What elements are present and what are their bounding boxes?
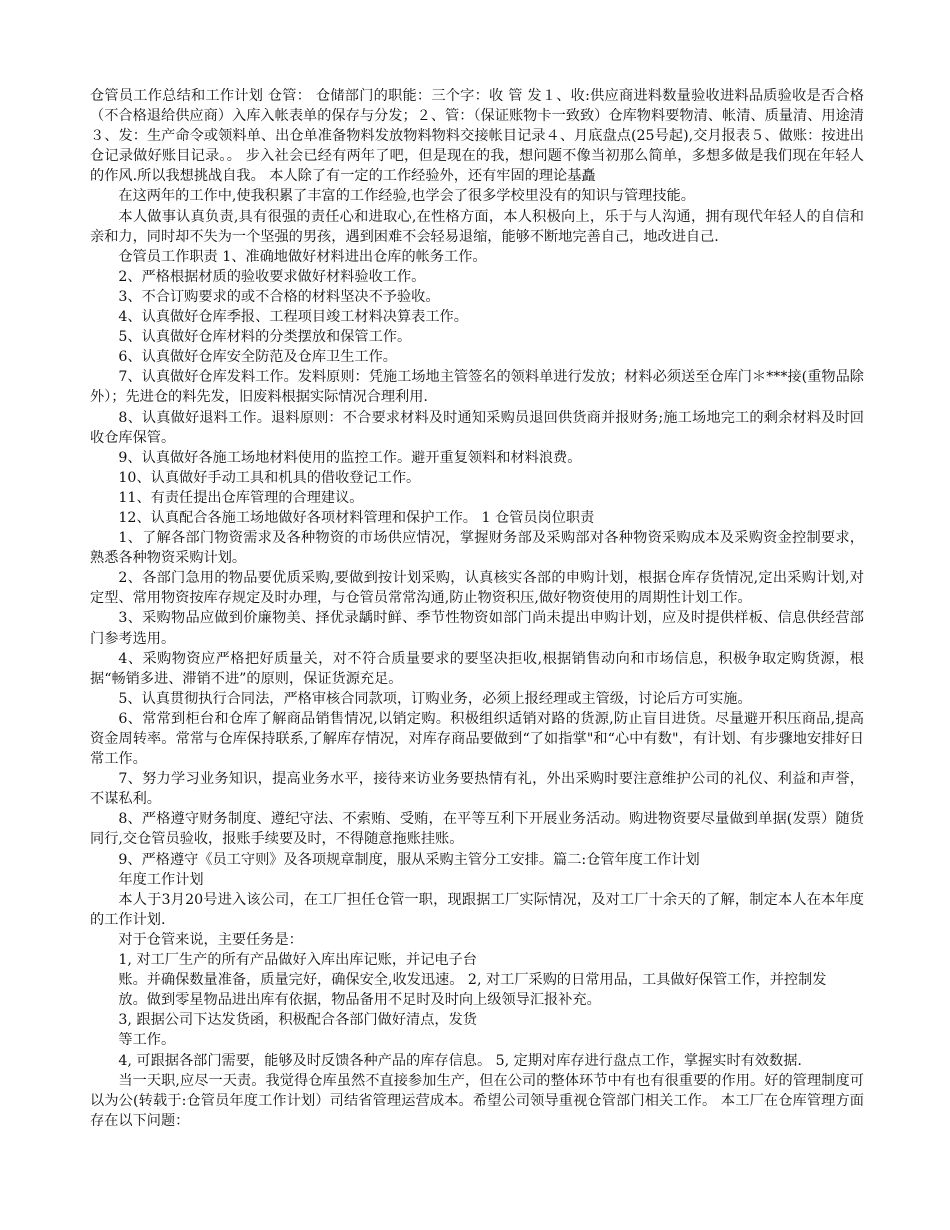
paragraph: 6、常常到柜台和仓库了解商品销售情况,以销定购。积极组织适销对路的货源,防止盲目进货。尽量避开积压商品,提高资金周转率。常常与仓库保持联系,了解库存情况，对库存商品要做到“了如指掌"和“心中有数"，有计划、有步骤地安排好日常工作。 — [90, 710, 864, 768]
paragraph: 11、有责任提出仓库管理的合理建议。 — [118, 489, 364, 506]
paragraph: 2、严格根据材质的验收要求做好材料验收工作。 — [118, 268, 426, 285]
paragraph: 2、各部门急用的物品要优质采购,要做到按计划采购，认真核实各部的申购计划，根据仓库存货情况,定出采购计划,对定型、常用物资按库存规定及时办理，与仓管员常常沟通,防止物资积压,做好物资使用的周期性计划工作。 — [90, 570, 864, 607]
paragraph: 在这两年的工作中,使我积累了丰富的工作经验,也学会了很多学校里没有的知识与管理技能。 — [118, 188, 695, 205]
paragraph: 本人做事认真负责,具有很强的责任心和进取心,在性格方面，本人积极向上，乐于与人沟通，拥有现代年轻人的自信和亲和力，同时却不失为一个坚强的男孩，遇到困难不会轻易退缩，能够不断地完善自己，地改进自己. — [90, 208, 864, 245]
paragraph: 7、努力学习业务知识，提高业务水平，接待来访业务要热情有礼，外出采购时要注意维护公司的礼仪、利益和声誉，不谋私利。 — [90, 771, 864, 808]
paragraph: 等工作。 — [118, 1032, 176, 1049]
paragraph: 仓管员工作总结和工作计划 仓管： 仓储部门的职能：三个字：收 管 发１、收:供应商进料数量验收进料品质验收是否合格（不合格退给供应商）入库入帐表单的保存与分发；２、管：（保证账物卡一致致）仓库物料要物清、帐清、质量清、用途清３、发：生产命令或领料单、出仓单准备物料发放物料物料交接帐目记录４、月底盘点(25号起),交月报表５、做账：按进出仓记录做好账目记录。。 步入社会已经有两年了吧，但是现在的我，想问题不像当初那么简单，多想多做是我们现在年轻人的作风.所以我想挑战自我。 本人除了有一定的工作经验外，还有牢固的理论基矗 — [90, 88, 864, 185]
paragraph: 6、认真做好仓库安全防范及仓库卫生工作。 — [118, 349, 397, 366]
paragraph: 4、认真做好仓库季报、工程项目竣工材料决算表工作。 — [118, 309, 468, 326]
paragraph: 5、认真做好仓库材料的分类摆放和保管工作。 — [118, 329, 412, 346]
paragraph: 4, 可跟据各部门需要，能够及时反馈各种产品的库存信息。 5, 定期对库存进行盘点工作，掌握实时有效数据. — [118, 1052, 802, 1069]
paragraph: 10、认真做好手动工具和机具的借收登记工作。 — [118, 469, 421, 486]
paragraph: 4、采购物资应严格把好质量关，对不符合质量要求的要坚决拒收,根据销售动向和市场信息，积极争取定购货源，根据“畅销多进、滞销不进”的原则，保证货源充足。 — [90, 650, 864, 687]
paragraph: 当一天职,应尽一天责。我觉得仓库虽然不直接参加生产，但在公司的整体环节中有也有很重要的作用。好的管理制度可以为公(转载于:仓管员年度工作计划）司结省管理运营成本。希望公司领导重视仓管部门相关工作。 本工厂在仓库管理方面存在以下问题： — [90, 1072, 864, 1129]
paragraph: 对于仓管来说，主要任务是： — [118, 931, 303, 948]
paragraph: 仓管员工作职责 1、准确地做好材料进出仓库的帐务工作。 — [118, 248, 487, 265]
paragraph: 3、不合订购要求的或不合格的材料坚决不予验收。 — [118, 288, 440, 305]
paragraph: 1、了解各部门物资需求及各种物资的市场供应情况，掌握财务部及采购部对各种物资采购成本及采购资金控制要求，熟悉各种物资采购计划。 — [90, 530, 864, 567]
document-body — [90, 86, 864, 1131]
paragraph: 本人于3月20号进入该公司，在工厂担任仓管一职，现跟据工厂实际情况，及对工厂十余天的了解，制定本人在本年度的工作计划. — [90, 891, 864, 928]
paragraph: 年度工作计划 — [118, 871, 204, 888]
paragraph: 5、认真贯彻执行合同法，严格审核合同款项，订购业务，必须上报经理或主管级，讨论后方可实施。 — [118, 690, 752, 707]
paragraph: 1, 对工厂生产的所有产品做好入库出库记账，并记电子台 — [118, 952, 477, 969]
paragraph: 8、认真做好退料工作。退料原则：不合要求材料及时通知采购员退回供货商并报财务;施工场地完工的剩余材料及时回收仓库保管。 — [90, 409, 864, 446]
paragraph: 3、采购物品应做到价廉物美、择优录龋时鲜、季节性物资如部门尚未提出申购计划，应及时提供样板、信息供经营部门参考选用。 — [90, 610, 864, 647]
paragraph: 9、严格遵守《员工守则》及各项规章制度，服从采购主管分工安排。篇二:仓管年度工作计划 — [118, 851, 700, 868]
paragraph: 7、认真做好仓库发料工作。发料原则：凭施工场地主管签名的领料单进行发放；材料必须送至仓库门＊***接(重物品除外）；先进仓的料先发，旧废料根据实际情况合理利用. — [90, 369, 864, 406]
paragraph: 9、认真做好各施工场地材料使用的监控工作。避开重复领料和材料浪费。 — [118, 449, 582, 466]
paragraph: 放。做到零星物品进出库有依据，物品备用不足时及时向上级领导汇报补充。 — [118, 992, 601, 1009]
paragraph: 12、认真配合各施工场地做好各项材料管理和保护工作。 1 仓管员岗位职责 — [118, 509, 595, 526]
paragraph: 8、严格遵守财务制度、遵纪守法、不索贿、受贿，在平等互利下开展业务活动。购进物资要尽量做到单据(发票）随货同行,交仓管员验收，报账手续要及时，不得随意拖账挂账。 — [90, 811, 864, 848]
paragraph: 3, 跟据公司下达发货函，积极配合各部门做好清点，发货 — [118, 1012, 477, 1029]
paragraph: 账。并确保数量准备，质量完好，确保安全,收发迅速。 2, 对工厂采购的日常用品，工具做好保管工作，并控制发 — [118, 972, 827, 989]
